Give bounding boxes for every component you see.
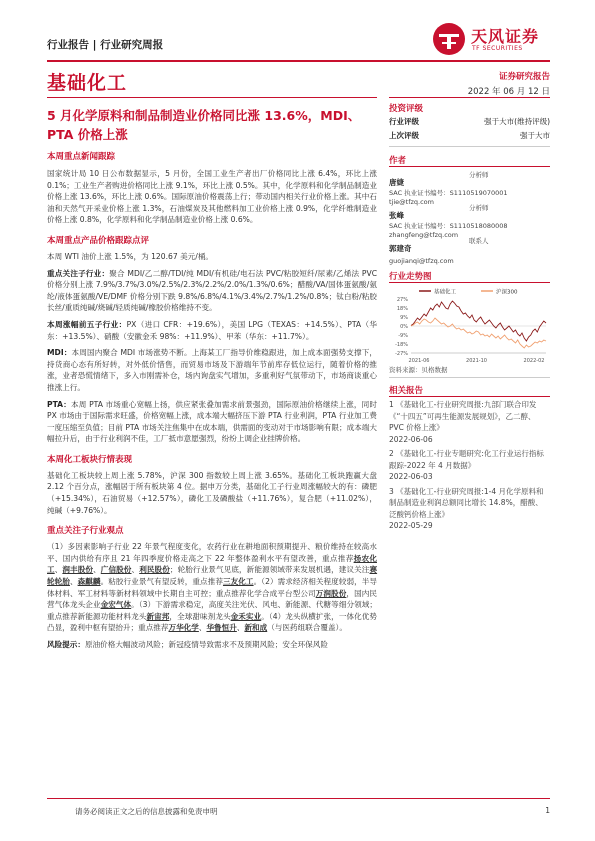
industry-rating-value: 强于大市(维持评级)	[484, 117, 550, 126]
author-block-2	[389, 203, 550, 240]
views-paragraph	[47, 541, 377, 634]
x-tick-label: 2021-10	[466, 358, 487, 364]
y-tick-label: 18%	[396, 305, 408, 312]
author-block-3	[389, 236, 550, 266]
legend-label: 基础化工	[434, 289, 457, 296]
stock-name: 广信股份	[100, 565, 132, 575]
stock-name: 万华化学	[168, 623, 199, 633]
author-name: 唐婕	[389, 178, 404, 187]
related-report-link[interactable]: 2 《基础化工-行业专题研究:化工行业运行指标跟踪-2022 年 4 月数据》	[389, 449, 544, 470]
y-tick-label: 9%	[400, 314, 408, 321]
view-text: 、	[54, 565, 63, 575]
section-heading-news: 本周重点新闻跟踪	[47, 152, 116, 162]
main-column	[47, 150, 377, 651]
brand-logo	[432, 22, 552, 58]
view-text: （与医药组联合覆盖）。	[267, 623, 347, 633]
related-divider	[389, 396, 550, 397]
x-tick-label: 2022-02	[523, 358, 545, 364]
section-heading-market: 本周化工板块行情表现	[47, 454, 133, 465]
y-tick-label: -27%	[395, 350, 408, 357]
pta-label: PTA：	[47, 399, 71, 409]
view-text: 、	[236, 623, 245, 633]
y-tick-label: -18%	[395, 341, 408, 348]
industry-rating-label: 行业评级	[389, 117, 419, 126]
author-cert: SAC 执业证书编号：S1110519070001	[389, 189, 508, 197]
pta-text: 本周 PTA 市场重心宽幅上扬，供应紧张叠加需求前景强劲，国际原油价格继续上涨，同时 PX 市场由于国际需求旺盛，价格宽幅上涨，成本端大幅挤压下游 PTA 行业利润，PTA 行业加工费一度压缩至负值；目前 PTA 市场关注焦集中在成本端，供需面的变动对于市场影响有限；成本端大幅拉升后，由于行业利润不佳，工厂抵市意愿强烈，纷纷上调企业挂牌价格。	[47, 399, 377, 444]
footer-disclaimer: 请务必阅读正文之后的信息披露和免责申明	[75, 807, 218, 816]
footer-divider	[47, 798, 550, 799]
series-line	[411, 318, 546, 348]
trend-divider	[389, 282, 550, 283]
brand-name: 天风证券	[471, 27, 540, 46]
chart-source: 资料来源：贝格数据	[389, 366, 448, 374]
stock-name: 森麒麟	[77, 577, 101, 587]
related-list	[389, 399, 550, 532]
author-block-1	[389, 170, 550, 207]
related-report-link[interactable]: 1 《基础化工-行业研究周报:九部门联合印发《“十四五”可再生能源发展规划》，乙二醇、PVC 价格上涨》	[389, 400, 537, 432]
risk-text: 原油价格大幅波动风险；新冠疫情导致需求不及预期风险；安全环保风险	[84, 640, 328, 649]
trend-heading: 行业走势图	[389, 272, 432, 282]
related-report-link[interactable]: 3 《基础化工-行业研究周报:1-4 月化学原料和制品制造业利润总额同比增长 14.8%，醋酸、泛酸钙价格上涨》	[389, 486, 544, 519]
source-divider	[389, 377, 550, 378]
mdi-label: MDI：	[47, 348, 72, 358]
related-heading: 相关报告	[389, 386, 424, 396]
author-cert: SAC 执业证书编号：S1110518080008	[389, 222, 508, 230]
headline: 5 月化学原料和制品制造业价格同比涨 13.6%，MDI、PTA 价格上涨	[47, 108, 361, 142]
prev-rating-value: 强于大市	[520, 131, 550, 140]
market-paragraph: 基础化工板块较上周上涨 5.78%，沪深 300 指数较上周上涨 3.65%。基础化工板块跑赢大盘 2.12 个百分点，涨幅居于所有板块第 4 位。据申万分类，基础化工子行业周涨幅较大的有：磷肥（+15.34%），石油贸易（+12.57%），磷化工及磷酸盐（+11.76%），复合肥（+11.02%），纯碱（+9.76%）。	[47, 470, 377, 515]
rating-divider	[389, 146, 550, 147]
top-gainers-text: PX（进口 CFR：+19.6%），美国 LPG（TEXAS：+14.5%）、PTA（华东：+13.5%）、硝酸（安徽金禾 98%：+11.9%）、甲苯（华东：+11.7%）。	[47, 319, 377, 341]
key-products-label: 重点关注子行业：	[47, 268, 110, 278]
author-email: tjie@tfzq.com	[389, 198, 434, 206]
view-text: ，国内民营气体龙头企业	[47, 588, 378, 610]
mdi-text: 本周国内聚合 MDI 市场涨势不断。上海某工厂指导价维稳跟进，加上成本面强势支撑下，持货商心态有所好转，对外低价惜售，而贸易市场及下游端年节前库存低位运行，随着价格的推涨，业者恐慌情绪下，多入市刚需补仓，场内询盘实气增加，多重利好气氛带动下，市场商谈重心推涨上行。	[47, 348, 377, 392]
report-date: 2022 年 06 月 12 日	[467, 87, 550, 97]
stock-name: 润丰股份	[62, 565, 94, 575]
view-text: 。（4）龙头纵横扩张，一体化优势凸显，盈利中枢有望抬升；重点推荐	[47, 611, 378, 633]
stock-name: 赛轮轮胎	[47, 565, 378, 587]
view-text: 。（2）需求经济相关程度较弱，半导体材料、军工材料等新材料领域中长期自主可控；重点推荐化学合成平台型公司	[47, 577, 378, 598]
view-text: 。（3）下游需求稳定，高度关注光伏、风电、新能源、代糖等细分领域；重点推荐新能源功能材料龙头	[47, 600, 378, 621]
title-divider-right	[389, 97, 550, 98]
top-gainers-label: 本周涨幅前五子行业：	[47, 319, 127, 329]
title-divider	[47, 97, 377, 98]
key-products-text: 聚合 MDI/乙二醇/TDI/纯 MDI/有机硅/电石法 PVC/粘胶短纤/尿素/乙烯法 PVC 价格分别上涨 7.9%/3.7%/3.0%/2.5%/2.3%/2.2%/2.0%/1.3%/0.6%；醋酸/VA/国体蛋氨酸/氨纶/液体蛋氨酸/VE/DMF 价格分别下跌 9.8%/6.8%/4.1%/3.4%/2.7%/1.2%/0.8%；钛白粉/粘胶长丝/重质纯碱/烧碱/轻质纯碱/橡胶价格维持不变。	[47, 268, 377, 313]
trend-chart	[389, 285, 550, 365]
report-type: 证券研究报告	[498, 72, 550, 82]
author-name: 郭建奇	[389, 244, 412, 253]
view-text: 。粘胶行业景气有望反转，重点推荐	[100, 577, 223, 587]
mdi-paragraph	[47, 347, 377, 393]
related-report-date: 2022-05-29	[389, 521, 433, 530]
x-tick-label: 2021-06	[408, 358, 430, 364]
stock-name: 利民股份	[139, 565, 170, 575]
key-products-paragraph	[47, 268, 377, 314]
news-paragraph: 国家统计局 10 日公布数据显示，5 月份，全国工业生产者出厂价格同比上涨 6.4%，环比上涨 0.1%；工业生产者购进价格同比上涨 9.1%，环比上涨 0.5%。其中，化学原料和化学制品制造业价格上涨 13.6%，环比上涨 0.6%。国际原油价格震荡上行；带动国内相关行业价格上涨。其中石油和天然气开采业价格上涨 1.3%，石油煤炭及其他燃料加工业价格上涨 0.9%，化学纤维制造业价格上涨 0.8%，化学原料和化学制品制造业价格上涨 0.6%。	[47, 169, 377, 225]
author-role: 分析师	[469, 171, 489, 179]
section-heading-prices: 本周重点产品价格跟踪点评	[47, 235, 150, 246]
author-email: guojianqi@tfzq.com	[389, 257, 454, 265]
prev-rating-label: 上次评级	[389, 131, 419, 140]
author-name: 张峰	[389, 211, 404, 220]
stock-name: 新和成	[244, 623, 268, 633]
rating-heading: 投资评级	[389, 104, 424, 114]
section-heading-views: 重点关注子行业观点	[47, 526, 124, 537]
view-text: 、	[93, 565, 101, 575]
series-line	[411, 301, 546, 341]
view-text: 、	[131, 565, 140, 575]
risk-label: 风险提示：	[47, 640, 85, 649]
view-text: 、	[69, 577, 78, 587]
view-text: 、	[198, 623, 207, 633]
y-tick-label: -9%	[398, 332, 408, 339]
authors-divider	[389, 166, 550, 167]
y-tick-label: 0%	[400, 323, 408, 330]
report-category: 行业报告 | 行业研究周报	[47, 39, 164, 51]
legend-label: 沪深300	[496, 289, 518, 296]
page-number: 1	[545, 806, 550, 815]
stock-name: 新宙邦	[146, 611, 170, 621]
brand-logo-icon	[432, 22, 466, 56]
page-title: 基础化工	[47, 72, 128, 94]
stock-name: 万润股份	[315, 588, 347, 598]
view-text: ；轮胎行业景气见底，新能源领域带来发展机遇，建议关注	[169, 565, 370, 575]
related-report-date: 2022-06-06	[389, 434, 433, 444]
stock-name: 三友化工	[222, 577, 254, 587]
author-role: 分析师	[469, 204, 489, 212]
header-divider	[47, 60, 550, 62]
view-text: ，全球甜味剂龙头	[169, 611, 231, 621]
authors-heading: 作者	[389, 156, 407, 166]
stock-name: 扬农化工	[47, 553, 377, 575]
view-text: （1）多因素影响子行业 22 年景气程度变化，农药行业在耕地面积预期提升、粮价维持在较高水平、国内供给有序且 21 年四季度价格走高之下 22 年整体盈利水平有望改善，重点推荐	[47, 542, 377, 563]
risk-paragraph	[47, 639, 377, 651]
related-report-date: 2022-06-03	[389, 472, 433, 481]
top-gainers-paragraph	[47, 319, 377, 342]
pta-paragraph	[47, 399, 377, 445]
wti-paragraph: 本周 WTI 油价上涨 1.5%，为 120.67 美元/桶。	[47, 251, 214, 261]
author-email: zhangfeng@tfzq.com	[389, 231, 459, 239]
stock-name: 金宏气体	[100, 600, 132, 610]
stock-name: 金禾实业	[230, 611, 262, 621]
y-tick-label: 27%	[396, 296, 408, 303]
author-role: 联系人	[469, 237, 489, 245]
brand-name-en: TF SECURITIES	[472, 45, 523, 52]
stock-name: 华鲁恒升	[206, 623, 237, 633]
